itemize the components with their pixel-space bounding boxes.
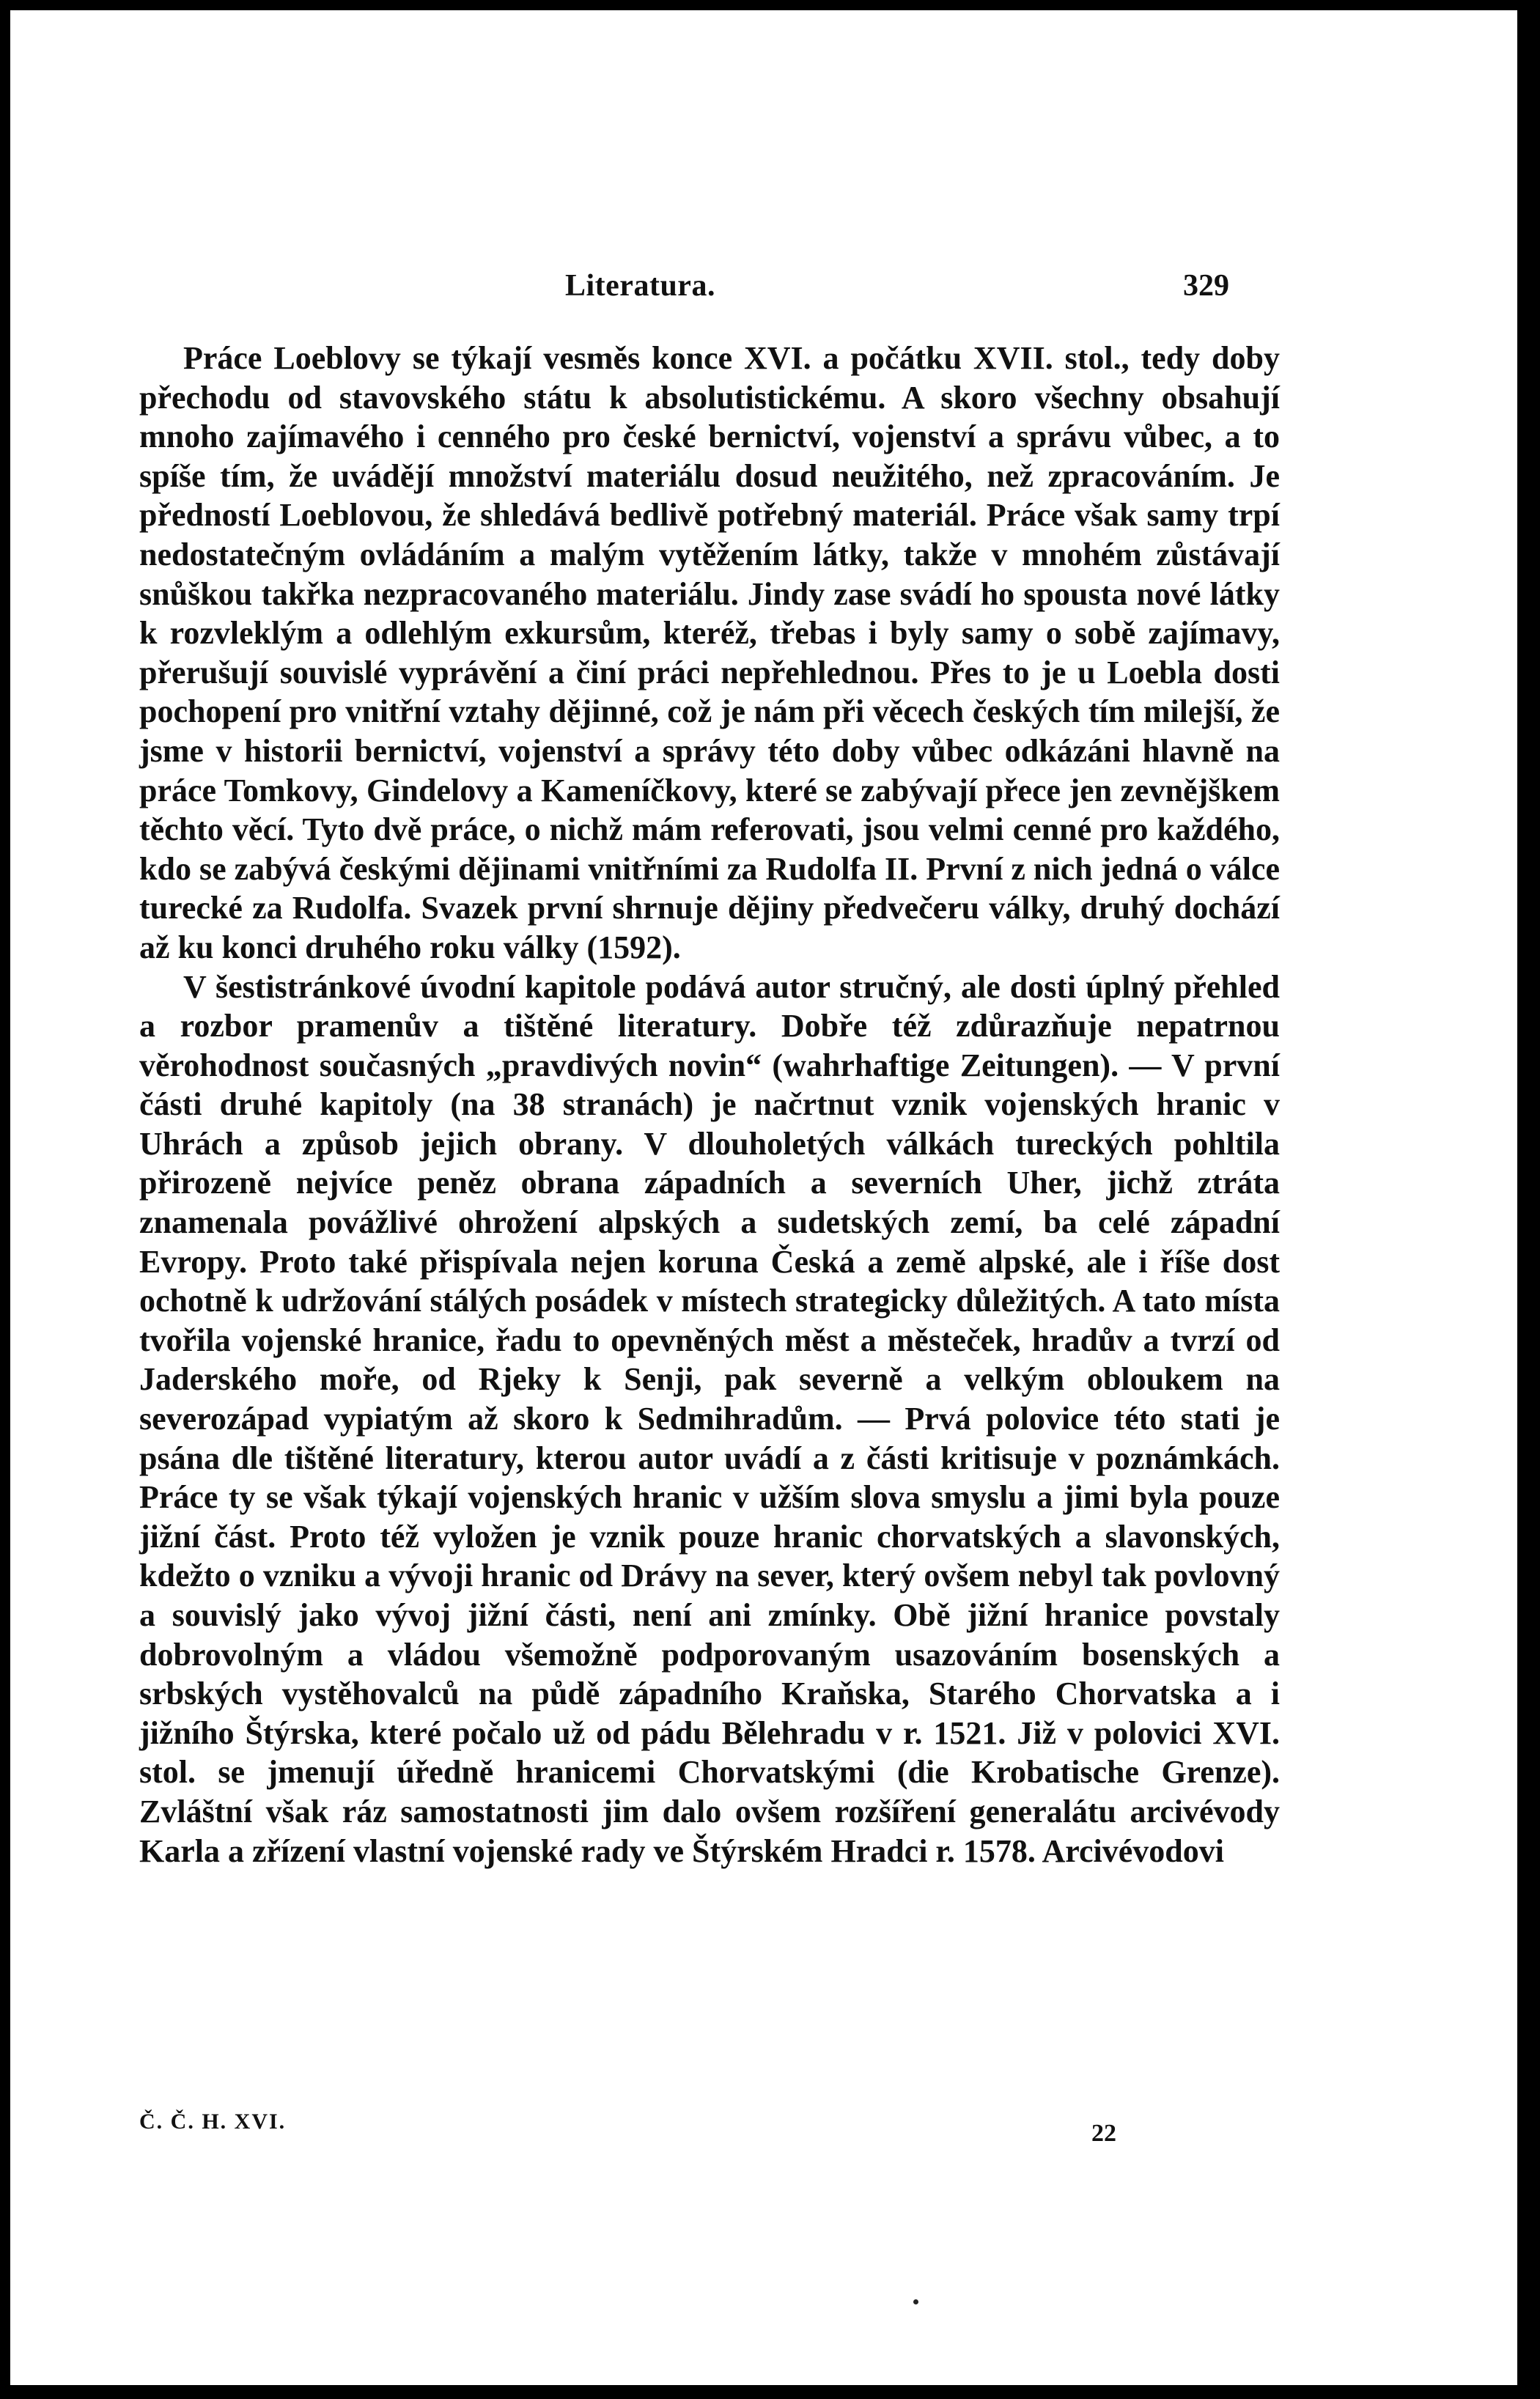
signature-mark: Č. Č. H. XVI.: [139, 2109, 287, 2134]
sheet-number: 22: [1091, 2120, 1116, 2147]
running-title: Literatura.: [565, 269, 715, 303]
body-text: [139, 339, 1280, 1871]
book-page: [10, 10, 1517, 2385]
page-number: 329: [1183, 269, 1229, 303]
page-header: [10, 268, 1517, 312]
paragraph: V šestistránkové úvodní kapitole podává autor stručný, ale dosti úplný přehled a rozbor pramenův a tištěné literatury. Dobře též zdůrazňuje nepatrnou věrohodnost současných „pravdivých novin“ (wahrhaftige Zeitungen). — V první části druhé kapitoly (na 38 stranách) je načrtnut vznik vojenských hranic v Uhrách a způsob jejich obrany. V dlouholetých válkách tureckých pohltila přirozeně nejvíce peněz obrana západních a severních Uher, jichž ztráta znamenala povážlivé ohrožení alpských a sudetských zemí, ba celé západní Evropy. Proto také přispívala nejen koruna Česká a země alpské, ale i říše dost ochotně k udržování stálých posádek v místech strategicky důležitých. A tato místa tvořila vojenské hranice, řadu to opevněných měst a městeček, hradův a tvrzí od Jaderského moře, od Rjeky k Senji, pak severně a velkým obloukem na severozápad vypiatým až skoro k Sedmihradům. — Prvá polovice této stati je psána dle tištěné literatury, kterou autor uvádí a z části kritisuje v poznámkách. Práce ty se však týkají vojenských hranic v užším slova smyslu a jimi byla pouze jižní část. Proto též vyložen je vznik pouze hranic chorvatských a slavonských, kdežto o vzniku a vývoji hranic od Drávy na sever, který ovšem nebyl tak povlovný a souvislý jako vývoj jižní části, není ani zmínky. Obě jižní hranice povstaly dobrovolným a vládou všemožně podporovaným usazováním bosenských a srbských vystěhovalců na půdě západního Kraňska, Starého Chorvatska a i jižního Štýrska, které počalo už od pádu Bělehradu v r. 1521. Již v polovici XVI. stol. se jmenují úředně hranicemi Chorvatskými (die Krobatische Grenze). Zvláštní však ráz samostatnosti jim dalo ovšem rozšíření generalátu arcivévody Karla a zřízení vlastní vojenské rady ve Štýrském Hradci r. 1578. Arcivévodovi: [139, 968, 1280, 1869]
page-footer: [10, 2109, 1517, 2146]
paragraph: Práce Loeblovy se týkají vesměs konce XVI. a počátku XVII. stol., tedy doby přechodu od stavovského státu k absolutistickému. A skoro všechny obsahují mnoho zajímavého i cenného pro české bernictví, vojenství a správu vůbec, a to spíše tím, že uvádějí množství materiálu dosud neužitého, než zpracováním. Je předností Loeblovou, že shledává bedlivě potřebný materiál. Práce však samy trpí nedostatečným ovládáním a malým vytěžením látky, takže v mnohém zůstávají snůškou takřka nezpracovaného materiálu. Jindy zase svádí ho spousta nové látky k rozvleklým a odlehlým exkursům, kteréž, třebas i byly samy o sobě zajímavy, přerušují souvislé vyprávění a činí práci nepřehlednou. Přes to je u Loebla dosti pochopení pro vnitřní vztahy dějinné, což je nám při věcech českých tím milejší, že jsme v historii bernictví, vojenství a správy této doby vůbec odkázáni hlavně na práce Tomkovy, Gindelovy a Kameníčkovy, které se zabývají přece jen zevnějškem těchto věcí. Tyto dvě práce, o nichž mám referovati, jsou velmi cenné pro každého, kdo se zabývá českými dějinami vnitřními za Rudolfa II. První z nich jedná o válce turecké za Rudolfa. Svazek první shrnuje dějiny předvečeru války, druhý dochází až ku konci druhého roku války (1592).: [139, 340, 1280, 965]
stray-ink-dot: [913, 2299, 918, 2304]
